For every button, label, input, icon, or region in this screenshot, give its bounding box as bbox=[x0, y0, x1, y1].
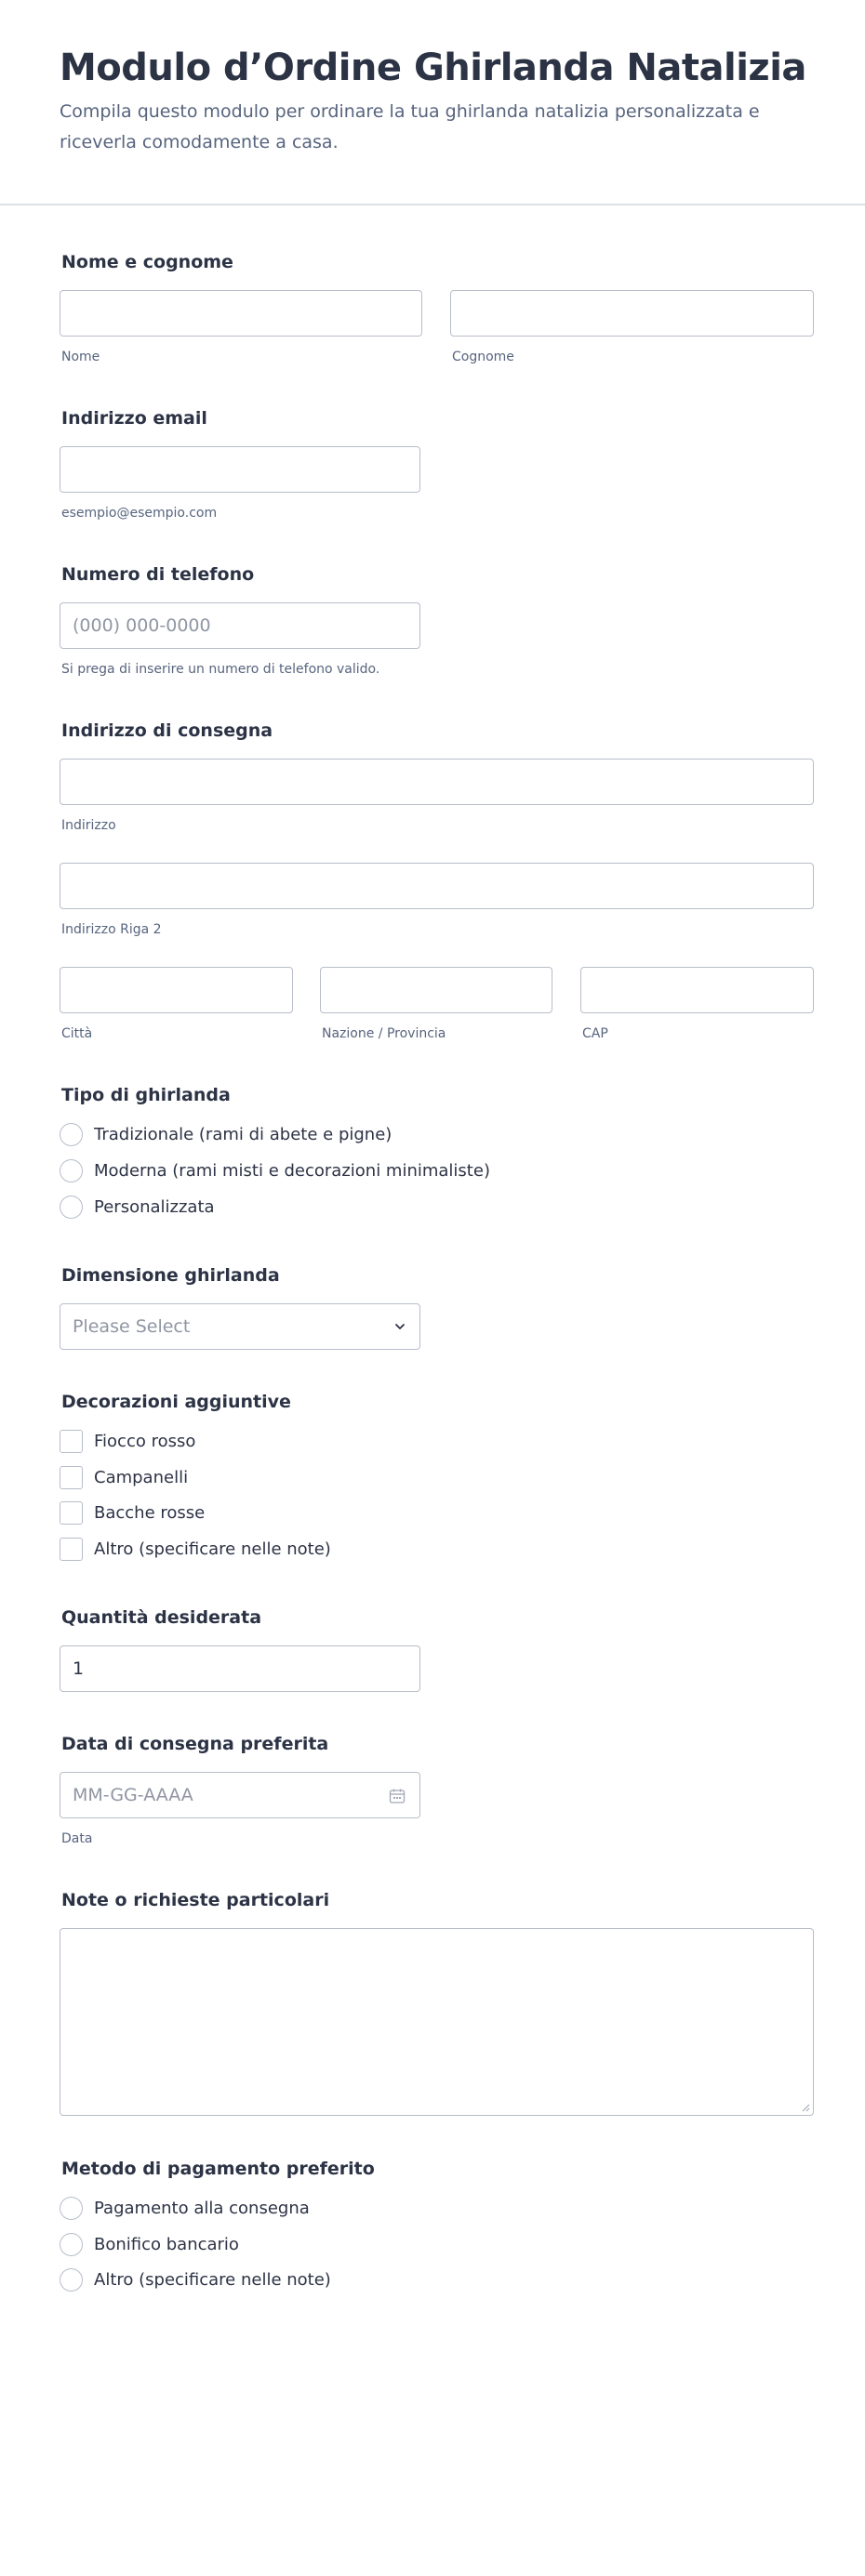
last-name-sublabel: Cognome bbox=[452, 350, 514, 364]
form-header bbox=[0, 0, 865, 205]
phone-label: Numero di telefono bbox=[61, 564, 255, 585]
delivery-date-label: Data di consegna preferita bbox=[61, 1734, 329, 1754]
delivery-date-placeholder: MM-GG-AAAA bbox=[73, 1785, 193, 1805]
option-label: Campanelli bbox=[94, 1468, 189, 1487]
option-label: Pagamento alla consegna bbox=[94, 2199, 310, 2218]
state-input[interactable] bbox=[320, 967, 552, 1013]
payment-option[interactable] bbox=[60, 2197, 310, 2220]
email-label: Indirizzo email bbox=[61, 408, 207, 429]
wreath-type-label: Tipo di ghirlanda bbox=[61, 1085, 231, 1105]
radio-button[interactable] bbox=[60, 2268, 83, 2292]
decoration-option[interactable] bbox=[60, 1501, 205, 1525]
address-line2-input[interactable] bbox=[60, 863, 814, 909]
state-sublabel: Nazione / Provincia bbox=[322, 1026, 446, 1041]
address-line1-sublabel: Indirizzo bbox=[61, 818, 116, 833]
zip-input[interactable] bbox=[580, 967, 814, 1013]
address-label: Indirizzo di consegna bbox=[61, 720, 273, 741]
option-label: Moderna (rami misti e decorazioni minimaliste) bbox=[94, 1161, 490, 1181]
last-name-input[interactable] bbox=[450, 290, 814, 337]
notes-label: Note o richieste particolari bbox=[61, 1890, 330, 1910]
address-line2-sublabel: Indirizzo Riga 2 bbox=[61, 922, 162, 937]
chevron-down-icon bbox=[393, 1320, 406, 1333]
decoration-option[interactable] bbox=[60, 1430, 195, 1453]
zip-sublabel: CAP bbox=[582, 1026, 608, 1041]
quantity-input[interactable] bbox=[60, 1645, 420, 1692]
first-name-sublabel: Nome bbox=[61, 350, 100, 364]
radio-button[interactable] bbox=[60, 1196, 83, 1219]
first-name-input[interactable] bbox=[60, 290, 422, 337]
option-label: Bacche rosse bbox=[94, 1503, 206, 1523]
quantity-label: Quantità desiderata bbox=[61, 1607, 262, 1628]
wreath-type-option[interactable] bbox=[60, 1123, 392, 1146]
option-label: Bonifico bancario bbox=[94, 2235, 239, 2254]
delivery-date-sublabel: Data bbox=[61, 1831, 93, 1846]
radio-button[interactable] bbox=[60, 2197, 83, 2220]
payment-option[interactable] bbox=[60, 2233, 239, 2256]
payment-label: Metodo di pagamento preferito bbox=[61, 2159, 375, 2179]
size-label: Dimensione ghirlanda bbox=[61, 1265, 280, 1286]
resize-icon[interactable] bbox=[801, 2103, 810, 2112]
option-label: Personalizzata bbox=[94, 1197, 215, 1217]
calendar-icon[interactable] bbox=[388, 1787, 406, 1805]
city-input[interactable] bbox=[60, 967, 293, 1013]
checkbox[interactable] bbox=[60, 1538, 83, 1561]
full-name-label: Nome e cognome bbox=[61, 252, 233, 272]
phone-input[interactable] bbox=[60, 602, 420, 649]
phone-sublabel: Si prega di inserire un numero di telefono valido. bbox=[61, 662, 380, 677]
wreath-type-option[interactable] bbox=[60, 1159, 490, 1182]
email-sublabel: esempio@esempio.com bbox=[61, 506, 218, 521]
notes-textarea[interactable] bbox=[60, 1928, 814, 2116]
radio-button[interactable] bbox=[60, 1159, 83, 1182]
checkbox[interactable] bbox=[60, 1501, 83, 1525]
radio-button[interactable] bbox=[60, 2233, 83, 2256]
form-title: Modulo d’Ordine Ghirlanda Natalizia bbox=[60, 46, 806, 89]
size-select-value: Please Select bbox=[73, 1316, 191, 1337]
decoration-option[interactable] bbox=[60, 1538, 331, 1561]
decoration-option[interactable] bbox=[60, 1466, 188, 1489]
option-label: Altro (specificare nelle note) bbox=[94, 1539, 331, 1559]
email-input[interactable] bbox=[60, 446, 420, 493]
address-line1-input[interactable] bbox=[60, 759, 814, 805]
quantity-value: 1 bbox=[73, 1658, 85, 1679]
form-subtitle: Compila questo modulo per ordinare la tua ghirlanda natalizia personalizzata e riceverla comodamente a casa. bbox=[60, 101, 760, 152]
radio-button[interactable] bbox=[60, 1123, 83, 1146]
checkbox[interactable] bbox=[60, 1466, 83, 1489]
delivery-date-input[interactable] bbox=[60, 1772, 420, 1818]
option-label: Fiocco rosso bbox=[94, 1432, 196, 1451]
checkbox[interactable] bbox=[60, 1430, 83, 1453]
size-select[interactable] bbox=[60, 1303, 420, 1350]
decorations-label: Decorazioni aggiuntive bbox=[61, 1392, 291, 1412]
payment-option[interactable] bbox=[60, 2268, 331, 2292]
option-label: Altro (specificare nelle note) bbox=[94, 2270, 331, 2290]
wreath-type-option[interactable] bbox=[60, 1196, 215, 1219]
city-sublabel: Città bbox=[61, 1026, 93, 1041]
option-label: Tradizionale (rami di abete e pigne) bbox=[94, 1125, 393, 1144]
phone-placeholder: (000) 000-0000 bbox=[73, 615, 211, 636]
